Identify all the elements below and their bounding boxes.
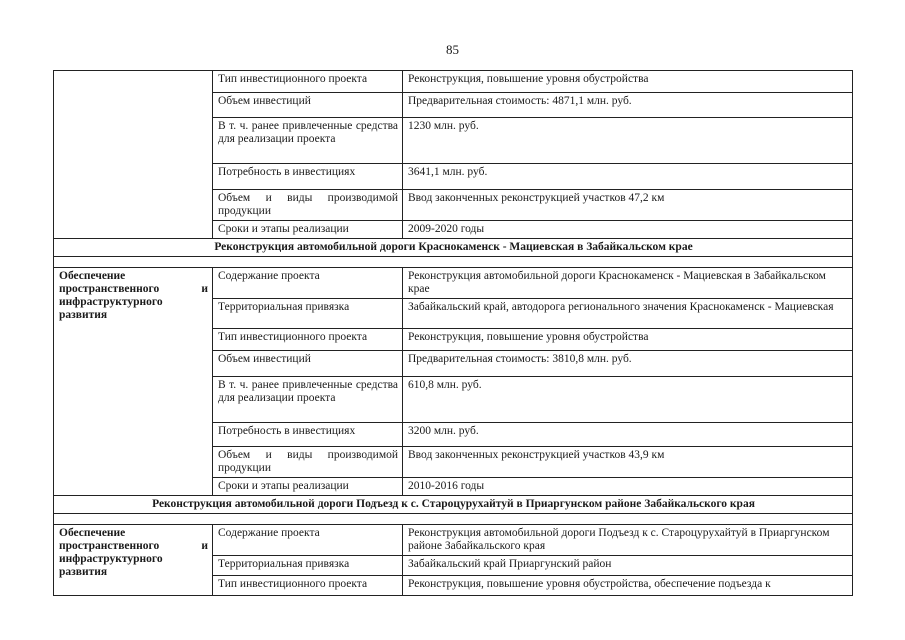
- row-label: Сроки и этапы реализации: [213, 221, 403, 239]
- row-label: Территориальная привязка: [213, 556, 403, 576]
- section-spacer: [54, 257, 853, 268]
- row-value: Забайкальский край Приаргунский район: [403, 556, 853, 576]
- row-label: Тип инвестиционного проекта: [213, 576, 403, 596]
- row-value: 1230 млн. руб.: [403, 118, 853, 164]
- section-header-row: [54, 239, 853, 257]
- table-row: [54, 268, 853, 299]
- row-label: Содержание проекта: [213, 268, 403, 299]
- purpose-cell: Обеспечение пространственного и инфраструктурного развития: [54, 268, 213, 496]
- section-header-row: [54, 496, 853, 514]
- row-value: Забайкальский край, автодорога регионального значения Краснокаменск - Мациевская: [403, 299, 853, 329]
- section-title: Реконструкция автомобильной дороги Подъезд к с. Староцурухайтуй в Приаргунском районе Забайкальского края: [54, 496, 853, 514]
- row-value: Предварительная стоимость: 3810,8 млн. руб.: [403, 351, 853, 377]
- row-value: 3641,1 млн. руб.: [403, 164, 853, 190]
- row-label: Территориальная привязка: [213, 299, 403, 329]
- row-value: 2009-2020 годы: [403, 221, 853, 239]
- row-label: Тип инвестиционного проекта: [213, 329, 403, 351]
- row-label: Тип инвестиционного проекта: [213, 71, 403, 93]
- section-spacer: [54, 514, 853, 525]
- row-label: Сроки и этапы реализации: [213, 478, 403, 496]
- row-value: Ввод законченных реконструкцией участков 43,9 км: [403, 447, 853, 478]
- purpose-cell: Обеспечение пространственного и инфраструктурного развития: [54, 525, 213, 596]
- table-row: [54, 71, 853, 93]
- row-value: 2010-2016 годы: [403, 478, 853, 496]
- row-value: Реконструкция автомобильной дороги Краснокаменск - Мациевская в Забайкальском крае: [403, 268, 853, 299]
- row-label: Объем и виды производимой продукции: [213, 447, 403, 478]
- row-label: Объем инвестиций: [213, 351, 403, 377]
- row-label: Объем инвестиций: [213, 93, 403, 118]
- row-label: В т. ч. ранее привлеченные средства для реализации проекта: [213, 377, 403, 423]
- section-title: Реконструкция автомобильной дороги Краснокаменск - Мациевская в Забайкальском крае: [54, 239, 853, 257]
- row-value: Ввод законченных реконструкцией участков 47,2 км: [403, 190, 853, 221]
- purpose-cell-continued: [54, 71, 213, 239]
- table-row: [54, 525, 853, 556]
- row-value: Реконструкция автомобильной дороги Подъезд к с. Староцурухайтуй в Приаргунском районе Забайкальского края: [403, 525, 853, 556]
- row-value: Предварительная стоимость: 4871,1 млн. руб.: [403, 93, 853, 118]
- row-value: 3200 млн. руб.: [403, 423, 853, 447]
- row-value: Реконструкция, повышение уровня обустройства, обеспечение подъезда к: [403, 576, 853, 596]
- row-label: Объем и виды производимой продукции: [213, 190, 403, 221]
- row-value: Реконструкция, повышение уровня обустройства: [403, 71, 853, 93]
- page-number: 85: [446, 42, 459, 57]
- investment-projects-table: [53, 70, 853, 596]
- row-label: Содержание проекта: [213, 525, 403, 556]
- row-label: В т. ч. ранее привлеченные средства для реализации проекта: [213, 118, 403, 164]
- row-label: Потребность в инвестициях: [213, 164, 403, 190]
- row-value: 610,8 млн. руб.: [403, 377, 853, 423]
- row-label: Потребность в инвестициях: [213, 423, 403, 447]
- row-value: Реконструкция, повышение уровня обустройства: [403, 329, 853, 351]
